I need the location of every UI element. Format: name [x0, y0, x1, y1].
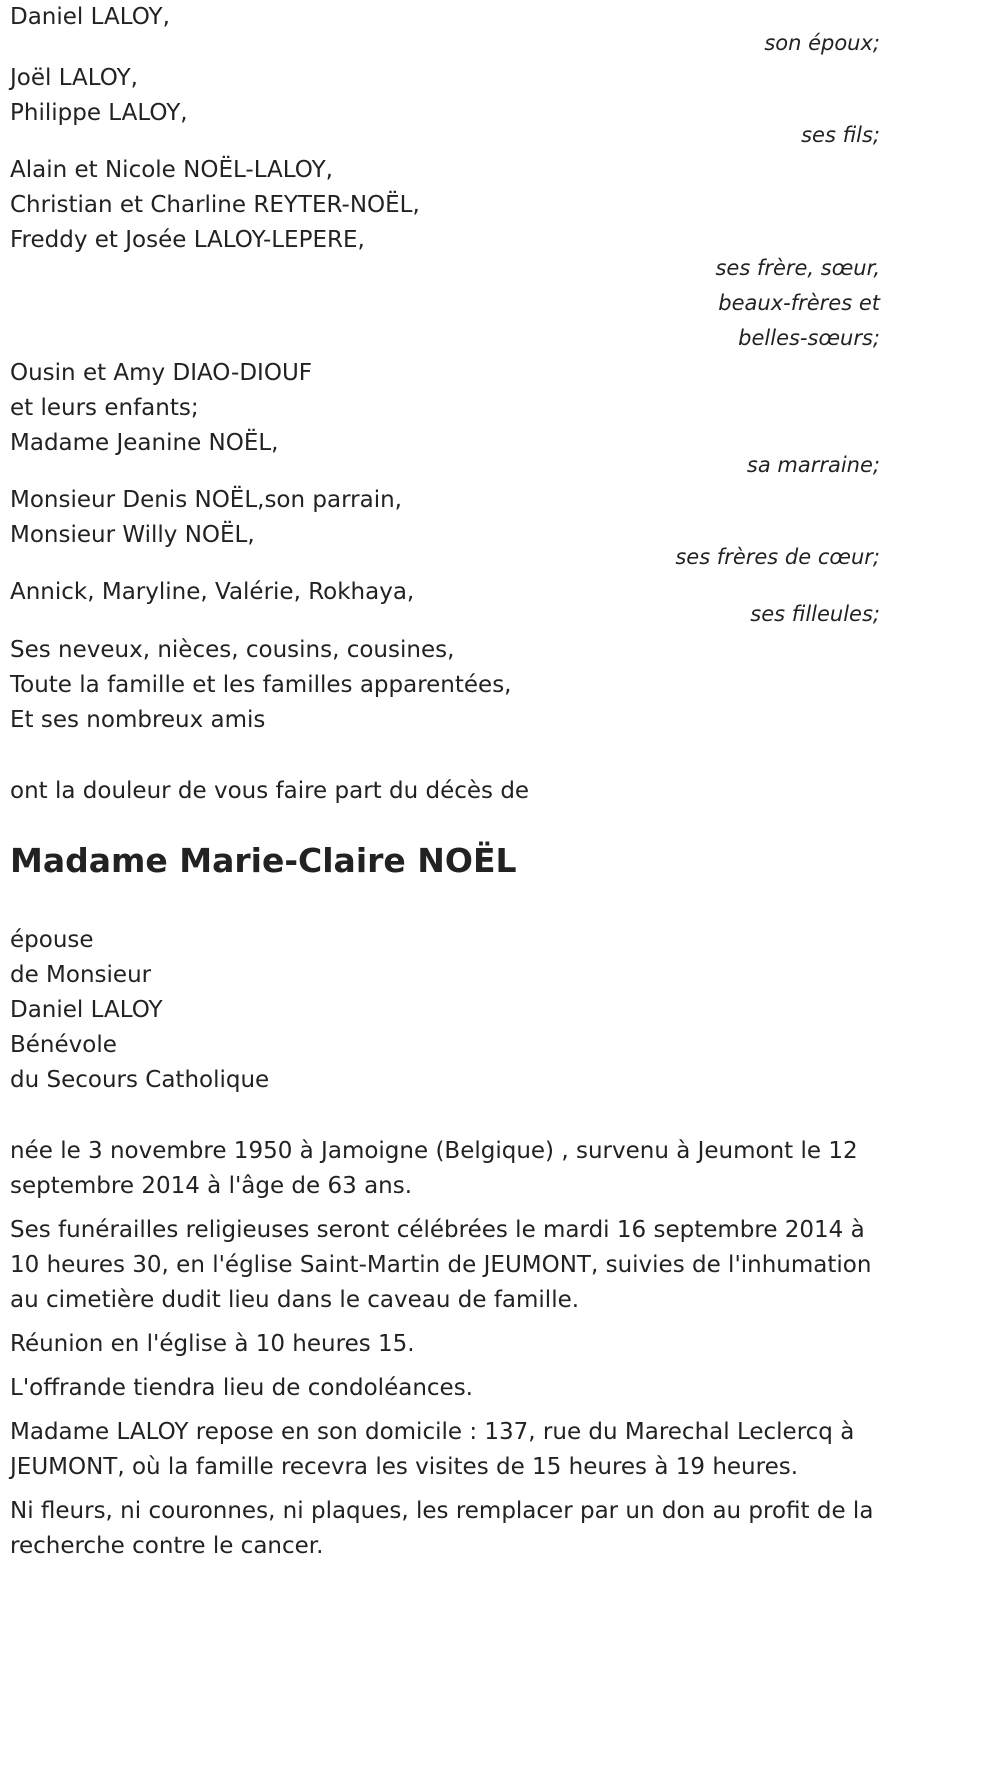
family-group-others — [10, 633, 880, 738]
relationship-label: ses frères de cœur; — [675, 545, 880, 569]
family-name-line: Annick, Maryline, Valérie, Rokhaya, — [10, 579, 415, 605]
detail-line: Bénévole — [10, 1032, 117, 1058]
family-name-line: Philippe LALOY, — [10, 100, 188, 126]
relationship-label: belles-sœurs; — [738, 326, 880, 350]
family-name-line: Et ses nombreux amis — [10, 707, 266, 733]
family-name-line: Ses neveux, nièces, cousins, cousines, — [10, 637, 455, 663]
relationship-label: son époux; — [764, 31, 880, 55]
relationship-label: ses fils; — [801, 123, 880, 147]
family-name-line: Ousin et Amy DIAO-DIOUF — [10, 360, 313, 386]
family-name-line: Monsieur Denis NOËL,son parrain, — [10, 487, 402, 513]
detail-line: du Secours Catholique — [10, 1067, 270, 1093]
paragraph-meeting: Réunion en l'église à 10 heures 15. — [10, 1331, 415, 1357]
family-name-line: Alain et Nicole NOËL-LALOY, — [10, 157, 333, 183]
paragraph-offering: L'offrande tiendra lieu de condoléances. — [10, 1375, 473, 1401]
family-group-godmother — [10, 356, 880, 483]
family-name-line: Monsieur Willy NOËL, — [10, 522, 255, 548]
family-name-line: Daniel LALOY, — [10, 4, 170, 30]
relationship-label: beaux-frères et — [718, 291, 880, 315]
funeral-information — [10, 1134, 880, 1564]
detail-line: de Monsieur — [10, 962, 152, 988]
family-group-goddaughters — [10, 575, 880, 632]
detail-line: Daniel LALOY — [10, 997, 163, 1023]
family-name-line: Madame Jeanine NOËL, — [10, 430, 279, 456]
relationship-label: sa marraine; — [746, 453, 880, 477]
deceased-details — [10, 923, 880, 1098]
relationship-label: ses filleules; — [750, 602, 880, 626]
family-name-line: Joël LALOY, — [10, 65, 138, 91]
family-group-heart-brothers — [10, 483, 880, 575]
paragraph-birth-death: née le 3 novembre 1950 à Jamoigne (Belgique) , survenu à Jeumont le 12 septembre 2014 à l'âge de 63 ans. — [10, 1138, 858, 1199]
detail-line: épouse — [10, 927, 94, 953]
obituary-notice — [10, 0, 880, 1573]
family-name-line: Christian et Charline REYTER-NOËL, — [10, 192, 420, 218]
family-group-spouse — [10, 0, 880, 61]
family-name-line: Toute la famille et les familles apparentées, — [10, 672, 512, 698]
family-group-sons — [10, 61, 880, 153]
relationship-label: ses frère, sœur, — [715, 256, 880, 280]
paragraph-funeral: Ses funérailles religieuses seront célébrées le mardi 16 septembre 2014 à 10 heures 30, en l'église Saint-Martin de JEUMONT, suivies de l'inhumation au cimetière dudit lieu dans le caveau de famille. — [10, 1217, 872, 1313]
family-group-siblings — [10, 153, 880, 356]
family-name-line: Freddy et Josée LALOY-LEPERE, — [10, 227, 365, 253]
announcement-text: ont la douleur de vous faire part du décès de — [10, 778, 530, 804]
family-name-line: et leurs enfants; — [10, 395, 199, 421]
deceased-name-heading: Madame Marie-Claire NOËL — [10, 841, 517, 880]
paragraph-visitation: Madame LALOY repose en son domicile : 137, rue du Marechal Leclercq à JEUMONT, où la famille recevra les visites de 15 heures à 19 heures. — [10, 1419, 855, 1480]
paragraph-flowers: Ni fleurs, ni couronnes, ni plaques, les remplacer par un don au profit de la recherche contre le cancer. — [10, 1498, 874, 1559]
